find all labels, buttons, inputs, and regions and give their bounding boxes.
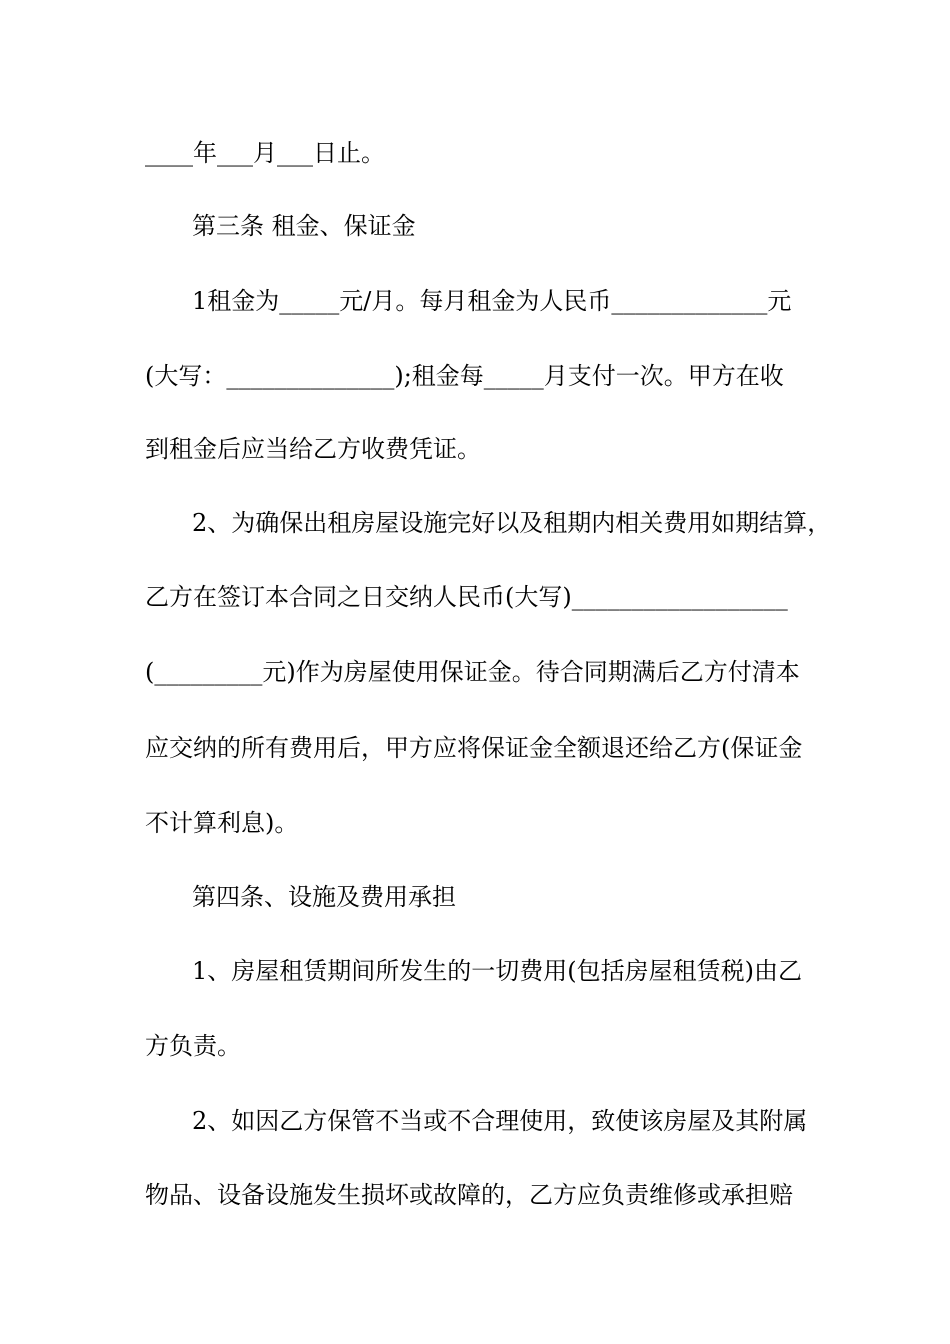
section-heading: 第三条 租金、保证金 bbox=[192, 212, 416, 240]
text-line: 1租金为_____元/月。每月租金为人民币_____________元 bbox=[192, 287, 792, 315]
text-line: 物品、设备设施发生损坏或故障的，乙方应负责维修或承担赔 bbox=[145, 1181, 793, 1209]
text-line: (大写：______________);租金每_____月支付一次。甲方在收 bbox=[145, 362, 784, 390]
section-heading: 第四条、设施及费用承担 bbox=[192, 883, 456, 911]
text-line: 乙方在签订本合同之日交纳人民币(大写)__________________ bbox=[145, 583, 788, 611]
text-line: 1、房屋租赁期间所发生的一切费用(包括房屋租赁税)由乙 bbox=[192, 957, 802, 985]
text-line: ____年___月___日止。 bbox=[145, 139, 385, 167]
text-line: 2、如因乙方保管不当或不合理使用，致使该房屋及其附属 bbox=[192, 1107, 808, 1135]
text-line: 到租金后应当给乙方收费凭证。 bbox=[145, 435, 481, 463]
text-line: 不计算利息)。 bbox=[145, 809, 299, 837]
text-line: 应交纳的所有费用后，甲方应将保证金全额退还给乙方(保证金 bbox=[145, 734, 803, 762]
text-line: 2、为确保出租房屋设施完好以及租期内相关费用如期结算， bbox=[192, 509, 832, 537]
text-line: 方负责。 bbox=[145, 1032, 241, 1060]
text-line: (_________元)作为房屋使用保证金。待合同期满后乙方付清本 bbox=[145, 658, 800, 686]
